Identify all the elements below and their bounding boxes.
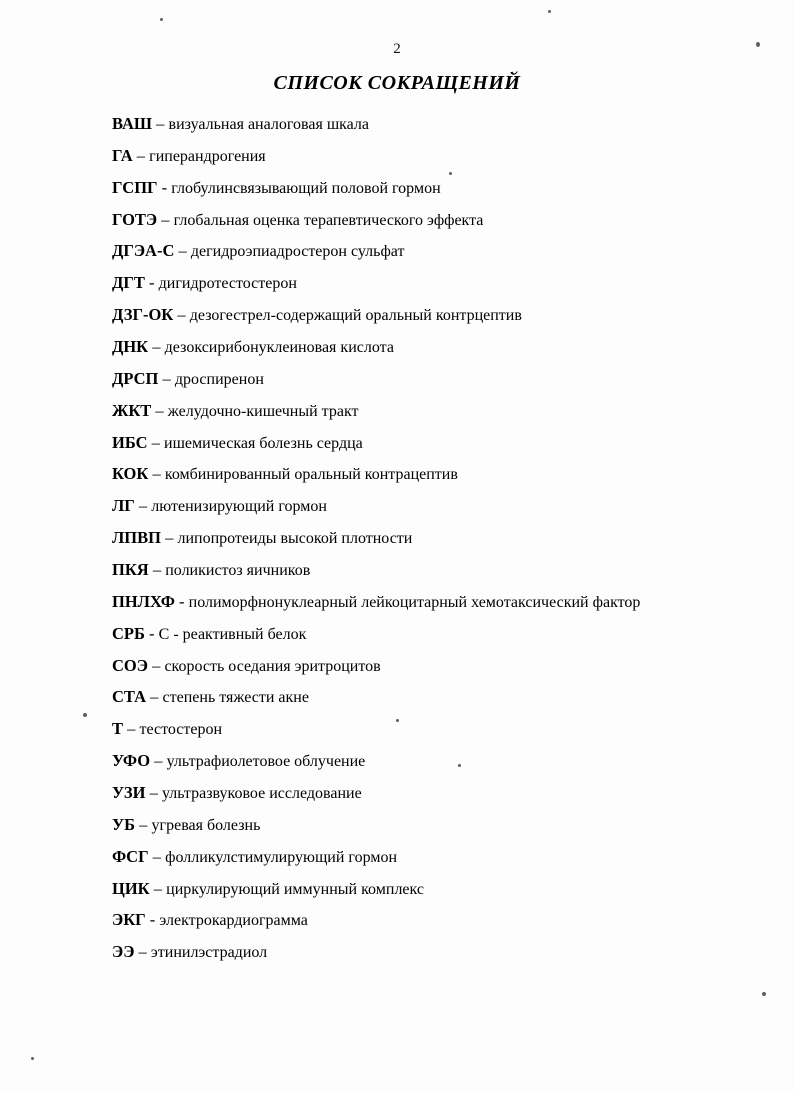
- abbreviation-separator: –: [165, 528, 174, 548]
- abbreviation-entry: [112, 113, 772, 135]
- abbreviation-entry: [112, 304, 772, 326]
- abbreviation-definition: С - реактивный белок: [158, 625, 307, 643]
- abbreviation-term: ИБС: [112, 432, 148, 452]
- abbreviation-definition: гиперандрогения: [149, 147, 266, 165]
- abbreviation-term: ЛГ: [112, 496, 135, 516]
- abbreviation-entry: [112, 591, 772, 613]
- abbreviation-entry: [112, 782, 772, 804]
- abbreviation-definition: дроспиренон: [174, 370, 264, 388]
- abbreviation-separator: –: [152, 846, 161, 866]
- abbreviation-separator: –: [161, 209, 170, 229]
- abbreviation-entry: [112, 686, 772, 708]
- abbreviation-term: ЦИК: [112, 878, 150, 898]
- abbreviation-entry: [112, 240, 772, 262]
- abbreviation-definition: дигидротестостерон: [158, 275, 297, 293]
- scan-speck-icon: [449, 172, 452, 175]
- abbreviation-entry: [112, 145, 772, 167]
- abbreviation-entry: [112, 623, 772, 645]
- abbreviation-separator: –: [152, 560, 162, 580]
- abbreviation-term: ПКЯ: [112, 560, 149, 580]
- abbreviation-separator: –: [152, 337, 161, 357]
- abbreviation-definition: поликистоз яичников: [165, 562, 311, 580]
- abbreviation-definition: дезоксирибонуклеиновая кислота: [164, 339, 394, 357]
- abbreviation-separator: -: [161, 177, 168, 197]
- abbreviation-definition: фолликулстимулирующий гормон: [165, 848, 398, 866]
- abbreviation-separator: –: [138, 942, 147, 962]
- abbreviation-separator: –: [155, 400, 164, 420]
- abbreviation-definition: лютенизирующий гормон: [151, 498, 327, 516]
- scan-speck-icon: [548, 10, 551, 13]
- abbreviation-separator: –: [138, 496, 148, 516]
- abbreviation-term: СТА: [112, 687, 147, 707]
- abbreviation-term: УЗИ: [112, 783, 146, 803]
- abbreviation-definition: визуальная аналоговая шкала: [168, 116, 369, 133]
- abbreviation-definition: желудочно-кишечный тракт: [167, 402, 359, 420]
- abbreviation-entry: [112, 941, 772, 963]
- abbreviation-entry: [112, 336, 772, 358]
- abbreviation-term: ДРСП: [112, 368, 159, 388]
- abbreviation-term: СРБ: [112, 623, 145, 643]
- abbreviation-definition: дегидроэпиадростерон сульфат: [190, 243, 405, 261]
- scan-speck-icon: [762, 992, 766, 996]
- abbreviation-separator: –: [139, 814, 148, 834]
- abbreviation-separator: –: [151, 432, 160, 452]
- abbreviation-definition: дезогестрел-содержащий оральный контрцептив: [189, 307, 522, 325]
- page-title: СПИСОК СОКРАЩЕНИЙ: [273, 72, 521, 94]
- abbreviation-entry: [112, 559, 772, 581]
- abbreviation-entry: [112, 432, 772, 454]
- abbreviation-definition: липопротеиды высокой плотности: [177, 530, 413, 548]
- abbreviation-term: Т: [112, 719, 124, 739]
- abbreviation-definition: полиморфнонуклеарный лейкоцитарный хемотаксический фактор: [188, 593, 641, 611]
- abbreviation-definition: угревая болезнь: [151, 816, 261, 834]
- abbreviation-term: ДЗГ-ОК: [112, 305, 174, 325]
- scan-speck-icon: [458, 764, 461, 767]
- abbreviation-separator: -: [149, 623, 155, 643]
- abbreviation-term: ГОТЭ: [112, 209, 158, 229]
- scan-speck-icon: [31, 1057, 34, 1060]
- abbreviation-entry: [112, 909, 772, 931]
- abbreviation-entry: [112, 463, 772, 485]
- abbreviation-entry: [112, 209, 772, 231]
- abbreviation-entry: [112, 368, 772, 390]
- abbreviation-term: ПНЛХФ: [112, 591, 175, 611]
- abbreviation-entry: [112, 495, 772, 517]
- abbreviation-entry: [112, 814, 772, 836]
- scan-speck-icon: [83, 713, 87, 717]
- abbreviation-separator: -: [179, 591, 185, 611]
- abbreviation-definition: тестостерон: [139, 721, 223, 739]
- abbreviation-term: ДГТ: [112, 273, 145, 293]
- abbreviation-definition: электрокардиограмма: [159, 912, 308, 930]
- scan-speck-icon: [396, 719, 399, 722]
- abbreviation-separator: –: [154, 751, 163, 771]
- abbreviation-entry: [112, 272, 772, 294]
- abbreviation-term: КОК: [112, 464, 149, 484]
- scan-speck-icon: [756, 42, 760, 47]
- abbreviation-entry: [112, 655, 772, 677]
- abbreviation-term: ГСПГ: [112, 177, 158, 197]
- abbreviation-separator: –: [162, 368, 171, 388]
- abbreviation-separator: -: [149, 910, 156, 930]
- abbreviation-term: ДГЭА-С: [112, 241, 175, 261]
- abbreviation-definition: степень тяжести акне: [162, 689, 309, 707]
- abbreviation-definition: глобулинсвязывающий половой гормон: [171, 179, 441, 197]
- abbreviation-separator: –: [136, 145, 145, 165]
- abbreviation-term: ЭКГ: [112, 910, 146, 930]
- abbreviation-term: СОЭ: [112, 655, 148, 675]
- abbreviation-definition: ультрафиолетовое облучение: [166, 753, 366, 771]
- abbreviation-definition: ишемическая болезнь сердца: [164, 434, 363, 452]
- abbreviation-entry: [112, 878, 772, 900]
- abbreviation-term: УБ: [112, 814, 136, 834]
- abbreviation-entry: [112, 718, 772, 740]
- abbreviation-separator: –: [178, 241, 187, 261]
- abbreviation-term: ДНК: [112, 337, 149, 357]
- abbreviation-term: ЛПВП: [112, 528, 161, 548]
- abbreviation-separator: –: [152, 464, 161, 484]
- abbreviation-term: ЭЭ: [112, 942, 135, 962]
- abbreviation-definition: скорость оседания эритроцитов: [164, 657, 381, 675]
- abbreviation-entry: [112, 400, 772, 422]
- abbreviation-separator: -: [148, 273, 155, 293]
- abbreviation-definition: комбинированный оральный контрацептив: [164, 466, 458, 484]
- abbreviation-term: ЖКТ: [112, 400, 152, 420]
- scan-speck-icon: [160, 18, 163, 21]
- abbreviation-list: [112, 113, 772, 973]
- abbreviation-entry: [112, 750, 772, 772]
- abbreviation-separator: –: [177, 305, 186, 325]
- abbreviation-separator: –: [127, 719, 136, 739]
- abbreviation-entry: [112, 846, 772, 868]
- abbreviation-term: УФО: [112, 751, 151, 771]
- abbreviation-term: ВАШ: [112, 114, 153, 133]
- abbreviation-separator: –: [150, 687, 159, 707]
- abbreviation-separator: –: [156, 114, 165, 133]
- abbreviation-entry: [112, 177, 772, 199]
- abbreviation-definition: глобальная оценка терапевтического эффекта: [173, 211, 484, 229]
- abbreviation-term: ФСГ: [112, 846, 149, 866]
- abbreviation-separator: –: [153, 878, 163, 898]
- abbreviation-term: ГА: [112, 145, 133, 165]
- abbreviation-definition: этинилэстрадиол: [150, 944, 268, 962]
- abbreviation-definition: ультразвуковое исследование: [161, 785, 362, 803]
- abbreviation-definition: циркулирующий иммунный комплекс: [166, 880, 424, 898]
- abbreviation-separator: –: [149, 783, 158, 803]
- page-number: 2: [393, 41, 401, 57]
- abbreviation-separator: –: [152, 655, 161, 675]
- abbreviation-entry: [112, 527, 772, 549]
